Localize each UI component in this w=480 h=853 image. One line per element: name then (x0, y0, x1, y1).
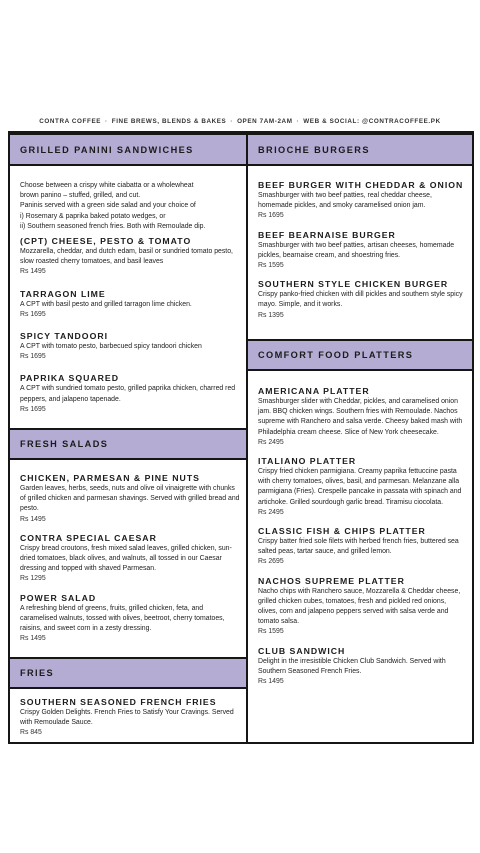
menu-column-right (248, 133, 472, 742)
intro-line: Choose between a crispy white ciabatta or a wholewheat (20, 182, 194, 189)
item-name: ITALIANO PLATTER (258, 456, 357, 467)
menu-item (20, 472, 240, 525)
menu-item (258, 229, 466, 272)
item-name: BEEF BEARNAISE BURGER (258, 229, 396, 240)
section-header-fries (10, 657, 246, 689)
item-description: Nacho chips with Ranchero sauce, Mozzarella & Cheddar cheese, grilled chicken cubes, tomatoes, fresh and pickled red onions, olives, corn and jalapeno peppers served with salsa verde and tomato salsa. (258, 587, 461, 626)
section-title: COMFORT FOOD PLATTERS (258, 350, 414, 360)
item-price: Rs 845 (20, 729, 42, 737)
menu-item (20, 532, 240, 585)
section-platters (258, 385, 466, 687)
item-price: Rs 2495 (258, 438, 284, 446)
item-price: Rs 1695 (258, 212, 284, 220)
menu-item (20, 372, 240, 415)
item-description: Crispy batter fried sole filets with herbed french fries, buttered sea salted peas, tartar sauce, and grilled lemon. (258, 538, 459, 556)
item-name: CONTRA SPECIAL CAESAR (20, 532, 157, 543)
item-description: Smashburger slider with Cheddar, pickles, and caramelised onion jam. BBQ chicken wings. Southern fries with Remoulade. Nachos supreme with Ranchero and salsa verde. Cheesy baked mash with Philadelphia cream cheese. Slice of New York cheesecake. (258, 398, 463, 436)
menu-item (258, 525, 466, 568)
item-name: SOUTHERN STYLE CHICKEN BURGER (258, 279, 449, 290)
item-description: Crispy Golden Delights. French Fries to Satisfy Your Cravings. Served with Remoulade Sauce. (20, 709, 234, 727)
item-price: Rs 1695 (20, 353, 46, 361)
section-header-platters (248, 339, 472, 371)
menu-item (258, 645, 466, 688)
item-description: Mozzarella, cheddar, and dutch edam, basil or sundried tomato pesto, slow roasted cherry tomatoes, and basil leaves (20, 248, 233, 266)
item-name: CHICKEN, PARMESAN & PINE NUTS (20, 473, 200, 483)
item-price: Rs 1595 (258, 262, 284, 270)
item-name: NACHOS SUPREME PLATTER (258, 575, 405, 586)
section-header-salads (10, 428, 246, 460)
menu-item (20, 696, 240, 739)
item-description: Smashburger with two beef patties, artisan cheeses, homemade pickles, bearnaise cream, and shoestring fries. (258, 241, 455, 259)
menu-item (258, 575, 466, 638)
item-name: TARRAGON LIME (20, 288, 106, 299)
menu-item (258, 455, 466, 518)
item-name: PAPRIKA SQUARED (20, 373, 119, 384)
section-burgers (258, 179, 466, 321)
header-separator: · (105, 118, 108, 125)
item-price: Rs 1495 (20, 515, 46, 523)
item-name: BEEF BURGER WITH CHEDDAR & ONION (258, 180, 464, 190)
item-price: Rs 1695 (20, 310, 46, 318)
item-name: CLASSIC FISH & CHIPS PLATTER (258, 526, 426, 537)
item-price: Rs 1595 (258, 628, 284, 636)
menu-item (20, 288, 240, 320)
header-tagline: FINE BREWS, BLENDS & BAKES (111, 118, 227, 125)
item-name: SOUTHERN SEASONED FRENCH FRIES (20, 697, 217, 707)
intro-line: ii) Southern seasoned french fries. Both with Remoulade dip. (20, 222, 206, 230)
section-header-panini (10, 133, 246, 166)
section-title: GRILLED PANINI SANDWICHES (20, 144, 194, 155)
item-description: Crispy fried chicken parmigiana. Creamy paprika fettuccine pasta with cherry tomatoes, olives, basil, and parmesan. Melanzane alla parmigiana (Fries). Crespelle pancake in passata with spinach and artichoke. Grilled sourdough garlic bread. Tiramisu ciocolata. (258, 468, 462, 506)
item-price: Rs 1495 (258, 678, 284, 686)
menu-header-bar (0, 118, 480, 125)
menu-item (20, 592, 240, 645)
item-description: A CPT with sundried tomato pesto, grilled paprika chicken, charred red peppers, and jalapeno tapenade. (20, 385, 236, 403)
item-price: Rs 1295 (20, 575, 46, 583)
header-hours: OPEN 7AM-2AM (237, 118, 293, 125)
menu-item (20, 235, 240, 278)
section-panini (20, 181, 240, 415)
section-header-burgers (248, 133, 472, 166)
item-name: CLUB SANDWICH (258, 645, 346, 656)
item-price: Rs 1395 (258, 311, 284, 319)
section-fries (20, 696, 240, 739)
item-name: AMERICANA PLATTER (258, 386, 370, 396)
item-price: Rs 1695 (20, 405, 46, 413)
section-title: BRIOCHE BURGERS (258, 144, 370, 155)
item-name: POWER SALAD (20, 592, 97, 603)
item-price: Rs 1495 (20, 635, 46, 643)
section-salads (20, 472, 240, 644)
section-title: FRIES (20, 668, 55, 678)
menu-column-left (10, 133, 246, 742)
item-description: Crispy bread croutons, fresh mixed salad leaves, grilled chicken, sun-dried tomatoes, black olives, and walnuts, all tossed in our Caesar dressing and topped with shaved Parmesan. (20, 544, 232, 573)
intro-line: Paninis served with a green side salad and your choice of (20, 202, 196, 210)
menu-item (258, 385, 466, 448)
item-description: Smashburger with two beef patties, real cheddar cheese, homemade pickles, and smoky caramelised onion jam. (258, 192, 432, 210)
item-price: Rs 2695 (258, 558, 284, 566)
item-name: SPICY TANDOORI (20, 331, 109, 342)
header-separator: · (230, 118, 234, 125)
header-separator: · (296, 118, 300, 125)
item-description: A CPT with tomato pesto, barbecued spicy tandoori chicken (20, 343, 202, 351)
panini-intro (20, 181, 240, 232)
header-social: WEB & SOCIAL: @CONTRACOFFEE.PK (303, 118, 441, 125)
intro-line: i) Rosemary & paprika baked potato wedges, or (20, 212, 166, 220)
item-price: Rs 2495 (258, 508, 284, 516)
item-description: A CPT with basil pesto and grilled tarragon lime chicken. (20, 300, 192, 308)
menu-item (258, 278, 466, 321)
intro-line: brown panino – stuffed, grilled, and cut. (20, 192, 141, 200)
item-price: Rs 1495 (20, 268, 46, 276)
section-title: FRESH SALADS (20, 439, 109, 449)
item-name: (CPT) CHEESE, PESTO & TOMATO (20, 236, 192, 247)
menu-board (8, 131, 474, 744)
header-brand: CONTRA COFFEE (39, 118, 102, 125)
item-description: Delight in the irresistible Chicken Club Sandwich. Served with Southern Seasoned French Fries. (258, 657, 446, 675)
item-description: Garden leaves, herbs, seeds, nuts and olive oil vinaigrette with chunks of grilled chicken and parmesan shavings. Served with grilled bread and pesto. (20, 485, 240, 513)
menu-item (258, 179, 466, 222)
item-description: Crispy panko-fried chicken with dill pickles and southern style spicy mayo. Simple, and it works. (258, 291, 463, 309)
menu-item (20, 330, 240, 362)
item-description: A refreshing blend of greens, fruits, grilled chicken, feta, and caramelised walnuts, tossed with olives, beetroot, cherry tomatoes, raisins, and sweet corn in a zesty dressing. (20, 604, 225, 633)
